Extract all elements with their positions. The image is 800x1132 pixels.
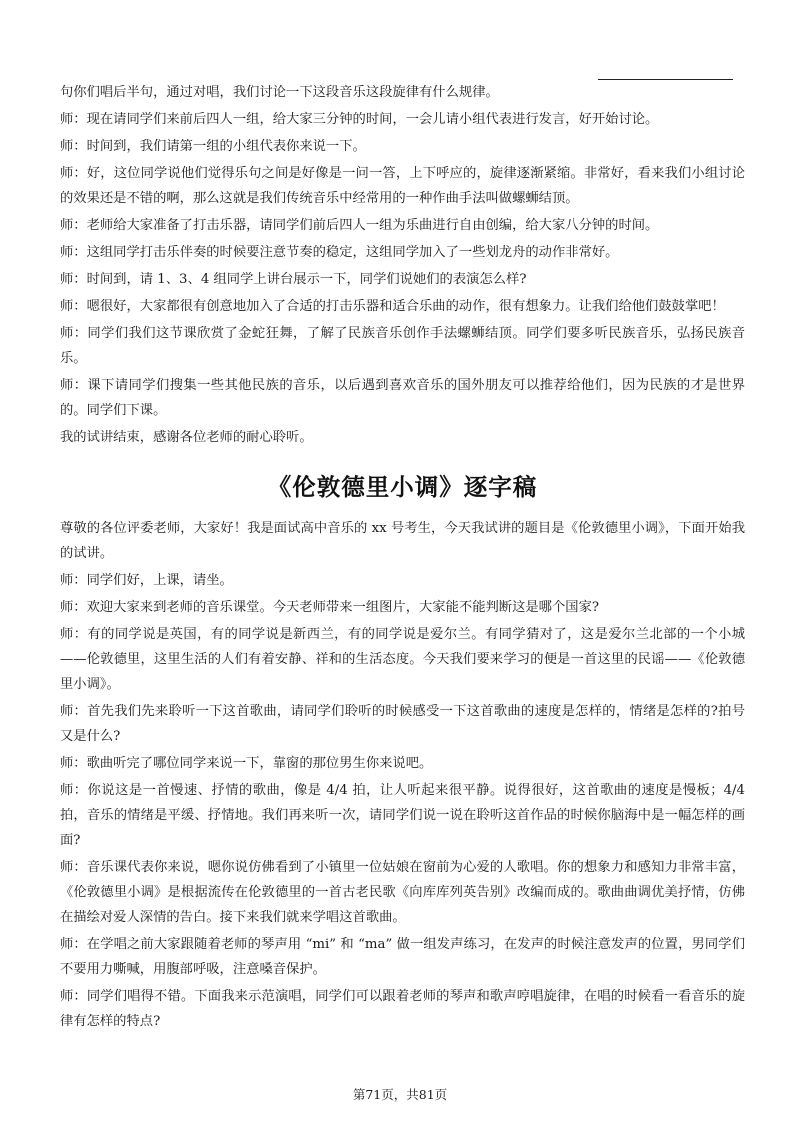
paragraph: 师：嗯很好，大家都很有创意地加入了合适的打击乐器和适合乐曲的动作，很有想象力。让我们给他们鼓鼓掌吧！ (60, 299, 725, 314)
paragraph: 师：好，这位同学说他们觉得乐句之间是好像是一问一答，上下呼应的，旋律逐渐紧缩。非常好，看来我们小组讨论的效果还是不错的啊，那么这就是我们传统音乐中经常用的一种作曲手法叫做螺蛳结顶。 (60, 166, 745, 206)
paragraph: 师：你说这是一首慢速、抒情的歌曲，像是 4/4 拍，让人听起来很平静。说得很好，这首歌曲的速度是慢板；4/4 拍，音乐的情绪是平缓、抒情地。我们再来听一次，请同学们说一说在聆听这首作品的时候你脑海中是一幅怎样的画面? (60, 783, 745, 848)
section-title: 《伦敦德里小调》逐字稿 (267, 473, 538, 501)
paragraph: 师：时间到，请 1、3、4 组同学上讲台展示一下，同学们说她们的表演怎么样? (60, 272, 527, 287)
paragraph: 师：时间到，我们请第一组的小组代表你来说一下。 (60, 139, 366, 154)
paragraph: 我的试讲结束，感谢各位老师的耐心聆听。 (60, 430, 313, 445)
paragraph: 师：歌曲听完了哪位同学来说一下，靠窗的那位男生你来说吧。 (60, 756, 433, 771)
paragraph: 师：欢迎大家来到老师的音乐课堂。今天老师带来一组图片，大家能不能判断这是哪个国家? (60, 600, 600, 615)
document-body (60, 80, 745, 1036)
paragraph: 师：现在请同学们来前后四人一组，给大家三分钟的时间，一会儿请小组代表进行发言，好开始讨论。 (60, 112, 659, 127)
paragraph: 师：这组同学打击乐伴奏的时候要注意节奏的稳定，这组同学加入了一些划龙舟的动作非常好。 (60, 245, 619, 260)
paragraph: 师：有的同学说是英国，有的同学说是新西兰，有的同学说是爱尔兰。有同学猜对了，这是爱尔兰北部的一个小城——伦敦德里，这里生活的人们有着安静、祥和的生活态度。今天我们要来学习的便是一首这里的民谣——《伦敦德里小调》。 (60, 627, 745, 692)
paragraph: 师：在学唱之前大家跟随着老师的琴声用 “mi” 和 “ma” 做一组发声练习，在发声的时候注意发声的位置，男同学们不要用力嘶喊，用腹部呼吸，注意嗓音保护。 (60, 937, 745, 977)
paragraph: 师：同学们唱得不错。下面我来示范演唱，同学们可以跟着老师的琴声和歌声哼唱旋律，在唱的时候看一看音乐的旋律有怎样的特点? (60, 989, 745, 1029)
paragraph: 尊敬的各位评委老师，大家好！我是面试高中音乐的 xx 号考生，今天我试讲的题目是《伦敦德里小调》，下面开始我的试讲。 (60, 521, 745, 561)
paragraph: 师：首先我们先来聆听一下这首歌曲，请同学们聆听的时候感受一下这首歌曲的速度是怎样的，情绪是怎样的?拍号又是什么? (60, 704, 745, 744)
page-number: 第71页，共81页 (352, 1087, 448, 1102)
paragraph: 师：同学们好，上课，请坐。 (60, 573, 233, 588)
paragraph: 句你们唱后半句，通过对唱，我们讨论一下这段音乐这段旋律有什么规律。 (60, 85, 499, 100)
paragraph: 师：音乐课代表你来说，嗯你说仿佛看到了小镇里一位姑娘在窗前为心爱的人歌唱。你的想象力和感知力非常丰富，《伦敦德里小调》是根据流传在伦敦德里的一首古老民歌《向库库列英告别》改编而成的。歌曲曲调优美抒情，仿佛在描绘对爱人深情的告白。接下来我们就来学唱这首歌曲。 (60, 860, 745, 925)
paragraph: 师：同学们我们这节课欣赏了金蛇狂舞，了解了民族音乐创作手法螺蛳结顶。同学们要多听民族音乐，弘扬民族音乐。 (60, 326, 745, 366)
paragraph: 师：课下请同学们搜集一些其他民族的音乐，以后遇到喜欢音乐的国外朋友可以推荐给他们，因为民族的才是世界的。同学们下课。 (60, 378, 745, 418)
paragraph: 师：老师给大家准备了打击乐器，请同学们前后四人一组为乐曲进行自由创编，给大家八分钟的时间。 (60, 218, 659, 233)
